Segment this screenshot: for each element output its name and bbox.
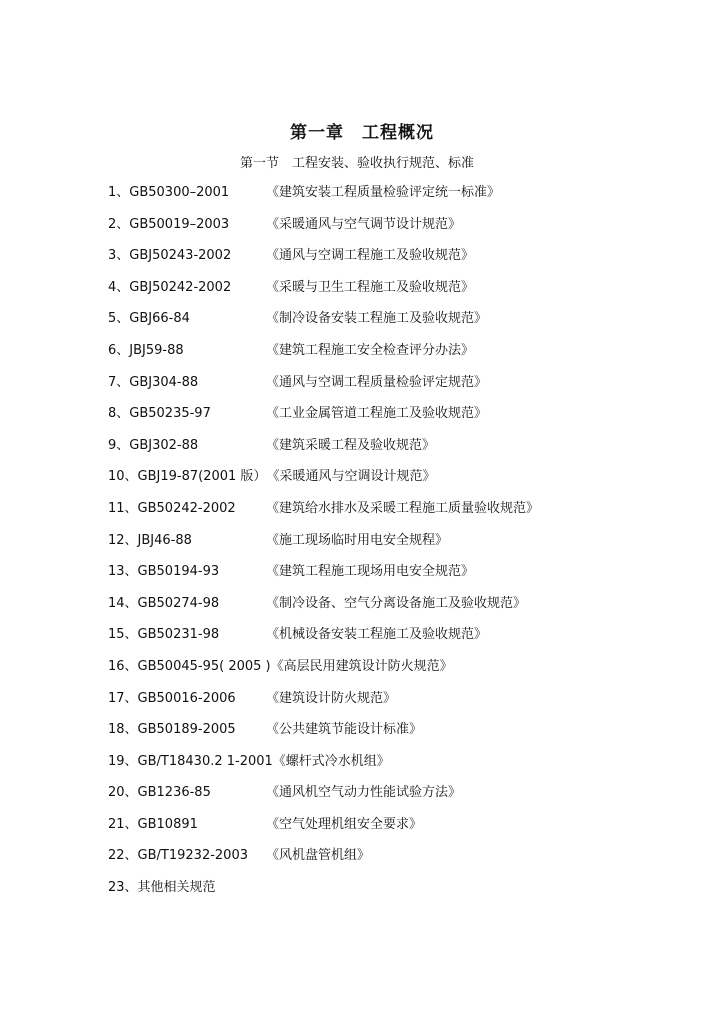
standard-item [108,878,668,910]
standard-code: 23、其他相关规范 [108,880,216,896]
standard-code: 21、GB10891 [108,816,198,832]
section-title: 第一节 工程安装、验收执行规范、标准 [239,156,474,171]
standard-item [108,562,668,594]
standard-name: 《建筑设计防火规范》 [266,690,397,706]
standard-item [108,404,668,436]
standard-name: 《机械设备安装工程施工及验收规范》 [266,627,488,643]
standard-name: 《螺杆式冷水机组》 [272,753,390,769]
standard-name: 《空气处理机组安全要求》 [266,816,423,832]
standard-name: 《公共建筑节能设计标准》 [266,722,423,738]
standard-item [108,752,668,784]
standard-item [108,689,668,721]
standard-name: 《建筑采暖工程及验收规范》 [266,437,436,453]
standard-code: 16、GB50045-95( 2005 ) [108,658,271,674]
standard-code: 15、GB50231-98 [108,627,220,643]
standard-name: 《制冷设备安装工程施工及验收规范》 [266,311,488,327]
standard-item [108,657,668,689]
standard-name: 《建筑给水排水及采暖工程施工质量验收规范》 [266,500,540,516]
standard-item [108,183,668,215]
standard-code: 7、GBJ304-88 [108,374,199,390]
standard-name: 《建筑安装工程质量检验评定统一标准》 [266,185,501,200]
standard-code: 5、GBJ66-84 [108,311,190,327]
standard-name: 《采暖通风与空调设计规范》 [266,469,436,485]
standard-name: 《采暖通风与空气调节设计规范》 [266,216,462,232]
standards-list [108,183,668,910]
standard-name: 《施工现场临时用电安全规程》 [266,532,449,548]
standard-item [108,499,668,531]
standard-code: 8、GB50235-97 [108,406,211,422]
standard-item [108,625,668,657]
standard-item [108,341,668,373]
standard-code: 10、GBJ19-87(2001 版） [108,469,267,485]
standard-name: 《工业金属管道工程施工及验收规范》 [266,406,488,422]
standard-item [108,215,668,247]
standard-code: 20、GB1236-85 [108,785,211,801]
standard-item [108,278,668,310]
standard-code: 3、GBJ50243-2002 [108,248,232,264]
standard-code: 2、GB50019–2003 [108,216,230,232]
standard-code: 14、GB50274-98 [108,595,220,611]
standard-name: 《建筑工程施工安全检查评分办法》 [266,342,475,358]
standard-code: 13、GB50194-93 [108,564,220,580]
standard-code: 4、GBJ50242-2002 [108,279,232,295]
standard-item [108,531,668,563]
standard-name: 《通风机空气动力性能试验方法》 [266,785,462,801]
standard-name: 《高层民用建筑设计防火规范》 [270,658,453,674]
standard-item [108,846,668,878]
standard-item [108,594,668,626]
standard-code: 18、GB50189-2005 [108,722,236,738]
standard-name: 《通风与空调工程施工及验收规范》 [266,248,475,264]
standard-code: 9、GBJ302-88 [108,437,199,453]
chapter-title: 第一章 工程概况 [290,123,434,143]
standard-code: 22、GB/T19232-2003 [108,848,248,864]
standard-item [108,246,668,278]
standard-code: 1、GB50300–2001 [108,185,230,200]
standard-item [108,373,668,405]
standard-code: 19、GB/T18430.2 1-2001 [108,753,273,769]
standard-code: 12、JBJ46-88 [108,532,192,548]
standard-item [108,436,668,468]
standard-name: 《通风与空调工程质量检验评定规范》 [266,374,488,390]
standard-code: 17、GB50016-2006 [108,690,236,706]
standard-item [108,467,668,499]
standard-name: 《建筑工程施工现场用电安全规范》 [266,564,475,580]
standard-item [108,815,668,847]
standard-name: 《制冷设备、空气分离设备施工及验收规范》 [266,595,527,611]
standard-item [108,783,668,815]
standard-name: 《风机盘管机组》 [266,848,371,864]
standard-name: 《采暖与卫生工程施工及验收规范》 [266,279,475,295]
standard-code: 11、GB50242-2002 [108,500,236,516]
standard-item [108,720,668,752]
standard-code: 6、JBJ59-88 [108,342,184,358]
standard-item [108,309,668,341]
